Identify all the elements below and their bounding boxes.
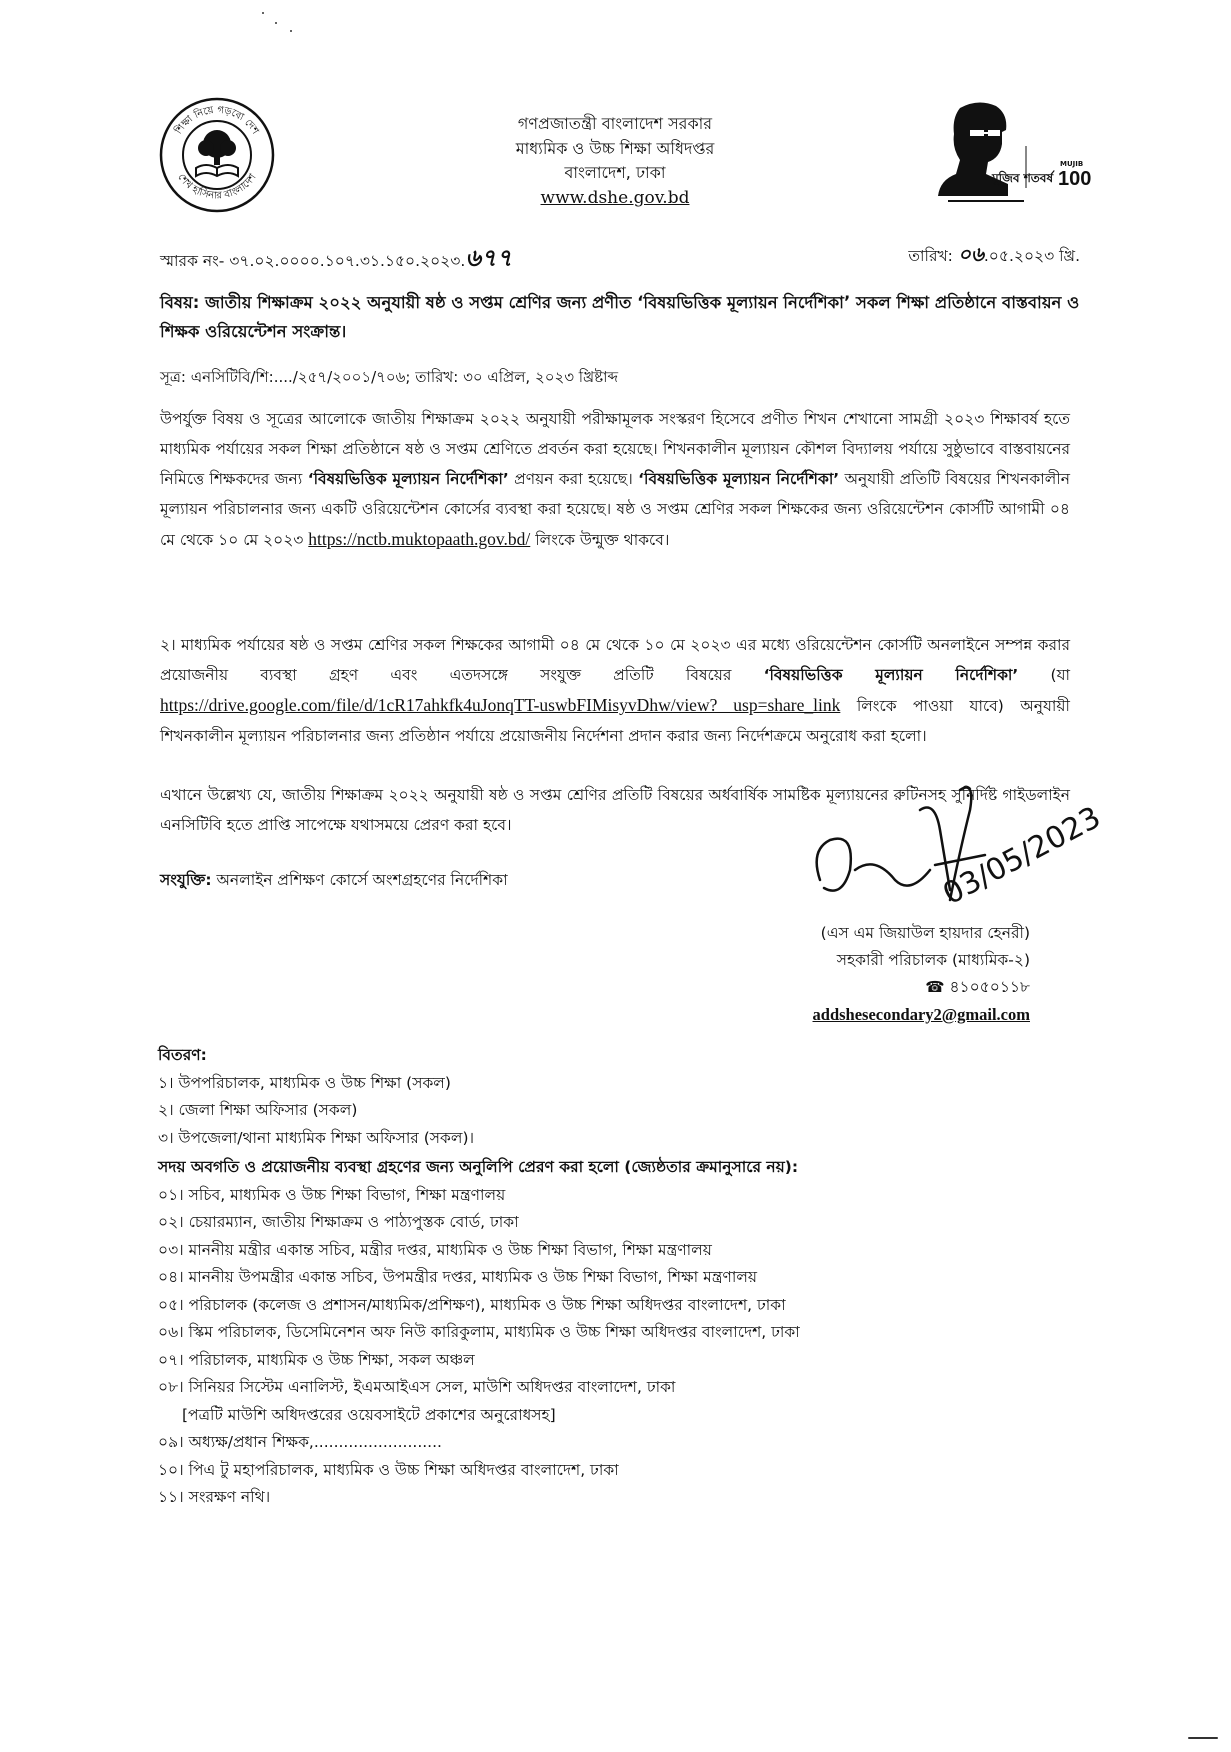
education-tree-book-logo-icon: [158, 96, 276, 214]
p1-text-b: প্রণয়ন করা হয়েছে।: [514, 470, 633, 488]
list-item: ২। জেলা শিক্ষা অফিসার (সকল): [158, 1101, 358, 1119]
p1-bold-guide-1: ‘বিষয়ভিত্তিক মূল্যায়ন নির্দেশিকা’: [307, 470, 509, 488]
attachment-text: অনলাইন প্রশিক্ষণ কোর্সে অংশগ্রহণের নির্দেশিকা: [216, 871, 508, 889]
attachment-label: সংযুক্তি:: [160, 871, 212, 889]
list-item: ০১। সচিব, মাধ্যমিক ও উচ্চ শিক্ষা বিভাগ, শিক্ষা মন্ত্রণালয়: [158, 1185, 506, 1204]
signature-block: [650, 920, 1030, 1028]
list-item: ০৫। পরিচালক (কলেজ ও প্রশাসন/মাধ্যমিক/প্রশিক্ষণ), মাধ্যমিক ও উচ্চ শিক্ষা অধিদপ্তর বাংলাদেশ, ঢাকা: [158, 1295, 786, 1314]
body-paragraph-2: [160, 630, 1070, 751]
subject-text: জাতীয় শিক্ষাক্রম ২০২২ অনুযায়ী ষষ্ঠ ও সপ্তম শ্রেণির জন্য প্রণীত ‘বিষয়ভিত্তিক মূল্যায়ন নির্দেশিকা’ সকল শিক্ষা প্রতিষ্ঠানে বাস্তবায়ন ও শিক্ষক ওরিয়েন্টেশন সংক্রান্ত।: [160, 293, 1080, 341]
google-drive-link[interactable]: https://drive.google.com/file/d/1cR17ahkfk4uJonqTT-uswbFIMisyvDhw/view? usp=share_link: [160, 695, 841, 715]
copy-list-title: সদয় অবগতি ও প্রয়োজনীয় ব্যবস্থা গ্রহণের জন্য অনুলিপি প্রেরণ করা হলো (জ্যেষ্ঠতার ক্রমানুসারে নয়):: [158, 1158, 799, 1176]
memo-reference: [160, 240, 512, 280]
list-item-note: [পত্রটি মাউশি অধিদপ্তরের ওয়েবসাইটে প্রকাশের অনুরোধসহ]: [182, 1405, 556, 1424]
scan-speck: [262, 12, 264, 14]
list-item: ০২। চেয়ারম্যান, জাতীয় শিক্ষাক্রম ও পাঠ্যপুস্তক বোর্ড, ঢাকা: [158, 1213, 519, 1231]
list-item: ০৮। সিনিয়র সিস্টেম এনালিস্ট, ইএমআইএস সেল, মাউশি অধিদপ্তর বাংলাদেশ, ঢাকা: [158, 1378, 676, 1396]
mujib-100-portrait-logo-icon: [930, 100, 1090, 210]
body-paragraph-1: [160, 404, 1070, 555]
p2-bold-guide: ‘বিষয়ভিত্তিক মূল্যায়ন নির্দেশিকা’: [763, 666, 1019, 684]
signatory-name: (এস এম জিয়াউল হায়দার হেনরী): [820, 924, 1030, 942]
list-item: ৩। উপজেলা/থানা মাধ্যমিক শিক্ষা অফিসার (সকল)।: [158, 1128, 475, 1147]
source-label: সূত্র:: [160, 368, 186, 386]
p2-text-b: (যা: [1050, 666, 1070, 684]
subject: [160, 288, 1080, 346]
list-item: ০৯। অধ্যক্ষ/প্রধান শিক্ষক,..........................: [158, 1433, 442, 1451]
p2-text-a: ২। মাধ্যমিক পর্যায়ের ষষ্ঠ ও সপ্তম শ্রেণির সকল শিক্ষকের আগামী ০৪ মে থেকে ১০ মে ২০২৩ এর মধ্যে ওরিয়েন্টেশন কোর্সটি অনলাইনে সম্পন্ন করার প্রয়োজনীয় ব্যবস্থা গ্রহণ এবং এতদসঙ্গে সংযুক্ত প্রতিটি বিষয়ের: [160, 636, 1070, 684]
subject-label: বিষয়:: [160, 293, 200, 312]
header-line-office: মাধ্যমিক ও উচ্চ শিক্ষা অধিদপ্তর: [515, 138, 715, 158]
signatory-phone-row: [650, 974, 1030, 1001]
signatory-phone: ৪১০৫০১১৮: [949, 978, 1030, 996]
hundred-label: 100: [1058, 168, 1092, 190]
memo-label: স্মারক নং-: [160, 252, 225, 270]
mujib-label: MUJIB: [1060, 160, 1084, 168]
memo-date: [820, 240, 1080, 273]
p1-text-a: উপর্যুক্ত বিষয় ও সূত্রের আলোকে জাতীয় শিক্ষাক্রম ২০২২ অনুযায়ী পরীক্ষামূলক সংস্করণ হিসেবে প্রণীত শিখন শেখানো সামগ্রী ২০২৩ শিক্ষাবর্ষ হতে মাধ্যমিক পর্যায়ের সকল শিক্ষা প্রতিষ্ঠানে ষষ্ঠ ও সপ্তম শ্রেণিতে প্রবর্তন করা হয়েছে। শিখনকালীন মূল্যায়ন কৌশল বিদ্যালয় পর্যায়ে সুষ্ঠুভাবে বাস্তবায়নের নিমিত্তে শিক্ষকদের জন্য: [160, 410, 1070, 488]
list-item: ১। উপপরিচালক, মাধ্যমিক ও উচ্চ শিক্ষা (সকল): [158, 1073, 451, 1092]
list-item: ০৭। পরিচালক, মাধ্যমিক ও উচ্চ শিক্ষা, সকল অঞ্চল: [158, 1350, 475, 1369]
memo-date-handwritten-day: ০৬: [957, 242, 984, 266]
signature-handwritten-date: 03/05/2023: [937, 799, 1100, 913]
distribution-list: [158, 1042, 1078, 1152]
signatory-designation: সহকারী পরিচালক (মাধ্যমিক-২): [836, 951, 1030, 969]
list-item: ১০। পিএ টু মহাপরিচালক, মাধ্যমিক ও উচ্চ শিক্ষা অধিদপ্তর বাংলাদেশ, ঢাকা: [158, 1460, 619, 1479]
header-line-location: বাংলাদেশ, ঢাকা: [564, 163, 666, 182]
memo-number: ৩৭.০২.০০০০.১০৭.৩১.১৫০.২০২৩.: [229, 252, 466, 270]
logo-ring-text-bottom: শেখ হাসিনার বাংলাদেশ: [175, 171, 259, 202]
p1-text-c: অনুযায়ী প্রতিটি বিষয়ের শিখনকালীন মূল্যায়ন পরিচালনার জন্য একটি ওরিয়েন্টেশন কোর্সের ব্যবস্থা করা হয়েছে। ষষ্ঠ ও সপ্তম শ্রেণির সকল শিক্ষকের জন্য ওরিয়েন্টেশন কোর্সটি আগামী ০৪ মে থেকে ১০ মে ২০২৩: [160, 470, 1070, 549]
list-item: ০৬। স্কিম পরিচালক, ডিসেমিনেশন অফ নিউ কারিকুলাম, মাধ্যমিক ও উচ্চ শিক্ষা অধিদপ্তর বাংলাদেশ, ঢাকা: [158, 1323, 800, 1341]
source-text: এনসিটিবি/শি:..../২৫৭/২০০১/৭০৬; তারিখ: ৩০ এপ্রিল, ২০২৩ খ্রিষ্টাব্দ: [190, 368, 619, 386]
list-item: ১১। সংরক্ষণ নথি।: [158, 1488, 271, 1506]
logo-ring-text-top: শিক্ষা নিয়ে গড়বো দেশ: [173, 104, 261, 137]
office-header: [350, 112, 880, 210]
memo-date-rest: .০৫.২০২৩ খ্রি.: [983, 247, 1080, 265]
attachment-line: [160, 868, 508, 894]
header-line-govt: গণপ্রজাতন্ত্রী বাংলাদেশ সরকার: [517, 114, 713, 133]
p1-text-d: লিংকে উন্মুক্ত থাকবে।: [535, 531, 670, 549]
signatory-email[interactable]: addshesecondary2@gmail.com: [812, 1005, 1030, 1024]
list-item: ০৪। মাননীয় উপমন্ত্রীর একান্ত সচিব, উপমন্ত্রীর দপ্তর, মাধ্যমিক ও উচ্চ শিক্ষা বিভাগ, শিক্ষা মন্ত্রণালয়: [158, 1268, 758, 1286]
header-website-link[interactable]: www.dshe.gov.bd: [540, 187, 690, 208]
p3-text: এখানে উল্লেখ্য যে, জাতীয় শিক্ষাক্রম ২০২২ অনুযায়ী ষষ্ঠ ও সপ্তম শ্রেণির প্রতিটি বিষয়ের অর্ধবার্ষিক সামষ্টিক মূল্যায়নের রুটিনসহ সুনির্দিষ্ট গাইডলাইন এনসিটিবি হতে প্রাপ্তি সাপেক্ষে যথাসময়ে প্রেরণ করা হবে।: [160, 786, 1070, 834]
scan-speck: [1188, 1737, 1218, 1739]
list-item: ০৩। মাননীয় মন্ত্রীর একান্ত সচিব, মন্ত্রীর দপ্তর, মাধ্যমিক ও উচ্চ শিক্ষা বিভাগ, শিক্ষা মন্ত্রণালয়: [158, 1240, 712, 1259]
telephone-icon: ☎: [925, 978, 945, 996]
scan-speck: [290, 30, 292, 32]
mujib-caption: মুজিব শতবর্ষ: [992, 171, 1054, 185]
copy-list: [158, 1154, 1078, 1512]
memo-handwritten-number: ৬৭৭: [465, 244, 513, 272]
memo-date-label: তারিখ:: [908, 247, 953, 265]
p1-bold-guide-2: ‘বিষয়ভিত্তিক মূল্যায়ন নির্দেশিকা’: [638, 470, 840, 488]
scan-speck: [275, 22, 277, 24]
muktopaath-link[interactable]: https://nctb.muktopaath.gov.bd/: [308, 529, 531, 549]
p2-text-c: লিংকে পাওয়া যাবে) অনুযায়ী শিখনকালীন মূল্যায়ন পরিচালনার জন্য প্রতিষ্ঠান পর্যায়ে প্রয়োজনীয় নির্দেশনা প্রদান করার জন্য নির্দেশক্রমে অনুরোধ করা হলো।: [160, 697, 1070, 745]
distribution-title: বিতরণ:: [158, 1046, 207, 1064]
source-reference: [160, 366, 618, 391]
